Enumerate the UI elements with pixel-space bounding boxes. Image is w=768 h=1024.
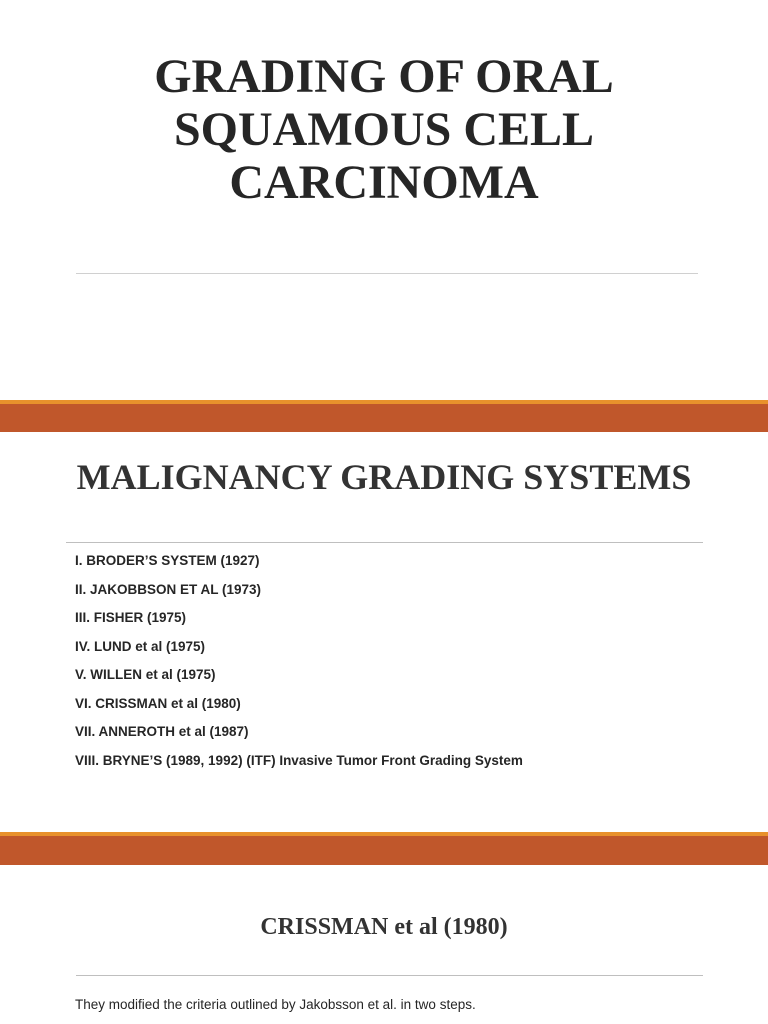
list-item: I. BRODER’S SYSTEM (1927) <box>75 553 260 568</box>
list-item: VII. ANNEROTH et al (1987) <box>75 724 249 739</box>
slide-3-body: They modified the criteria outlined by Jakobsson et al. in two steps. <box>75 997 476 1012</box>
slide-1-title: GRADING OF ORAL SQUAMOUS CELL CARCINOMA <box>154 50 614 209</box>
slide-crissman <box>0 865 768 1024</box>
slide-separator <box>0 832 768 865</box>
slide-3-title: CRISSMAN et al (1980) <box>260 914 508 940</box>
list-item: VI. CRISSMAN et al (1980) <box>75 695 241 711</box>
grading-systems-list <box>75 551 523 779</box>
slide-title <box>0 0 768 400</box>
title-divider <box>76 975 703 976</box>
list-item: V. WILLEN et al (1975) <box>75 667 216 682</box>
list-item: VIII. BRYNE’S (1989, 1992) (ITF) Invasive Tumor Front Grading System <box>75 752 523 768</box>
slide-2-title: MALIGNANCY GRADING SYSTEMS <box>76 457 692 497</box>
list-item: III. FISHER (1975) <box>75 610 187 625</box>
slide-separator <box>0 400 768 432</box>
list-item: II. JAKOBBSON ET AL (1973) <box>75 581 262 597</box>
title-divider <box>76 273 698 274</box>
list-item: IV. LUND et al (1975) <box>75 638 206 654</box>
slide-grading-systems <box>0 432 768 832</box>
title-divider <box>66 542 703 543</box>
